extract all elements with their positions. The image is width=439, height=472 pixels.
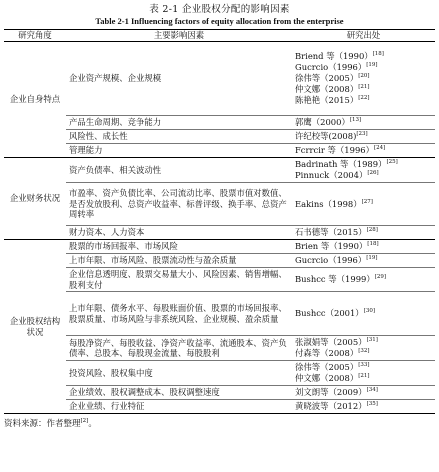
- citation-text: Fcrrcir 等（1996）: [295, 145, 374, 155]
- citation: [295, 387, 432, 398]
- citation: [295, 241, 432, 252]
- source-cell: [292, 158, 435, 183]
- citation: [295, 131, 432, 142]
- table-row: [4, 336, 435, 361]
- citation-text: 徐伟等（2005）: [295, 73, 359, 83]
- citation-text: 郭鹰（2000）: [295, 117, 350, 127]
- citation-ref: [25]: [386, 159, 398, 165]
- source-cell: [292, 240, 435, 254]
- citation-ref: [21]: [358, 84, 370, 90]
- citation: [295, 227, 432, 238]
- citation-text: 付森等（2008）: [295, 348, 359, 358]
- citation-ref: [35]: [366, 401, 378, 407]
- table-row: [4, 268, 435, 292]
- source-cell: [292, 386, 435, 400]
- citation: [295, 274, 432, 285]
- citation-text: Brien 等（1990）: [295, 241, 368, 251]
- table-title-cn: 表 2-1 企业股权分配的影响因素: [149, 4, 290, 15]
- citation-text: Bushcc 等（1999）: [295, 274, 375, 284]
- source-cell: [292, 400, 435, 414]
- factor-cell: 企业信息透明度、股票交易量大小、风险因素、销售增幅、股利支付: [66, 268, 292, 292]
- factor-cell: 企业绩效、股权调整成本、股权调整速度: [66, 386, 292, 400]
- factor-cell: 上市年限、债务水平、每股账面价值、股票的市场回报率、股票质量、市场风险与非系统风险、企业规模、盈余质量: [66, 292, 292, 336]
- header-source: 研究出处: [292, 30, 435, 42]
- table-header-row: [4, 30, 435, 42]
- citation-text: 石书德等（2015）: [295, 227, 367, 237]
- source-note: [4, 417, 435, 429]
- factor-cell: 产品生命周期、竞争能力: [66, 116, 292, 130]
- citation: [295, 95, 432, 106]
- document-page: [4, 2, 435, 429]
- factor-cell: 资产负债率、相关波动性: [66, 158, 292, 183]
- citation: [295, 159, 432, 170]
- citation-ref: [23]: [356, 131, 368, 137]
- citation-ref: [30]: [363, 308, 375, 314]
- source-cell: [292, 292, 435, 336]
- citation-text: Briend 等（1990）: [295, 51, 373, 61]
- factor-cell: 企业资产规模、企业规模: [66, 42, 292, 116]
- source-cell: [292, 361, 435, 386]
- citation-text: Bushcc（2001）: [295, 308, 364, 318]
- table-row: [4, 226, 435, 240]
- table-row: [4, 240, 435, 254]
- source-cell: [292, 226, 435, 240]
- table-row: [4, 400, 435, 414]
- header-perspective: 研究角度: [4, 30, 66, 42]
- table-row: [4, 183, 435, 226]
- citation-text: Badrinath 等（1989）: [295, 159, 387, 169]
- citation-ref: [32]: [358, 348, 370, 354]
- citation: [295, 84, 432, 95]
- table-row: [4, 116, 435, 130]
- category-cell: 企业股权结构状况: [4, 240, 66, 414]
- source-cell: [292, 254, 435, 268]
- source-cell: [292, 116, 435, 130]
- factor-cell: 股票的市场回报率、市场风险: [66, 240, 292, 254]
- factor-cell: 上市年限、市场风险、股票流动性与盈余质量: [66, 254, 292, 268]
- citation-ref: [24]: [373, 145, 386, 151]
- factor-cell: 管理能力: [66, 144, 292, 158]
- source-note-text: 资料来源：作者整理: [4, 419, 81, 429]
- citation-text: Pinnuck（2004）: [295, 170, 368, 180]
- citation-text: 黄晓波等（2012）: [295, 401, 367, 411]
- citation-ref: [33]: [358, 362, 370, 368]
- source-cell: [292, 144, 435, 158]
- citation-ref: [22]: [358, 95, 370, 101]
- source-note-ref: [2]: [80, 418, 89, 424]
- citation-ref: [34]: [366, 387, 378, 393]
- citation: [295, 62, 432, 73]
- factor-cell: 每股净资产、每股收益、净资产收益率、流通股本、资产负债率、总股本、每股现金流量、每股股利: [66, 336, 292, 361]
- source-cell: [292, 130, 435, 144]
- table-row: [4, 130, 435, 144]
- category-cell: 企业财务状况: [4, 158, 66, 240]
- citation-text: Gucrcio（1996）: [295, 255, 367, 265]
- source-note-end: 。: [88, 419, 97, 429]
- table-row: [4, 42, 435, 116]
- citation-text: 徐伟等（2005）: [295, 362, 359, 372]
- citation-text: Eakins（1998）: [295, 198, 362, 209]
- factor-cell: 市盈率、资产负债比率、公司流动比率、股票市值对数值、是否发放股利、总资产收益率、标普评级、换手率、总资产周转率: [66, 183, 292, 226]
- table-body: [4, 42, 435, 414]
- citation-ref: [21]: [358, 373, 370, 379]
- citation-ref: [19]: [366, 62, 378, 68]
- source-cell: [292, 42, 435, 116]
- citation-ref: [20]: [358, 73, 370, 79]
- table-row: [4, 361, 435, 386]
- table-title-en: Table 2-1 Influencing factors of equity allocation from the enterprise: [95, 16, 344, 26]
- source-cell: [292, 336, 435, 361]
- citation-ref: [19]: [366, 255, 378, 261]
- source-cell: [292, 183, 435, 226]
- citation-text: 仲文娜（2008）: [295, 373, 359, 383]
- citation: [295, 337, 432, 348]
- citation: [295, 362, 432, 373]
- citation-ref: [29]: [374, 274, 387, 280]
- citation: [295, 348, 432, 359]
- citation-text: 刘文朗等（2009）: [295, 387, 367, 397]
- citation: [295, 373, 432, 384]
- citation: [295, 73, 432, 84]
- citation-ref: [18]: [367, 241, 379, 247]
- citation-text: 许纪校等(2008): [295, 131, 357, 141]
- citation-text: 陈艳艳（2015）: [295, 95, 359, 105]
- table-row: [4, 292, 435, 336]
- factor-cell: 企业业绩、行业特征: [66, 400, 292, 414]
- table-row: [4, 386, 435, 400]
- citation-ref: [13]: [349, 117, 362, 123]
- influencing-factors-table: [4, 29, 435, 414]
- table-row: [4, 254, 435, 268]
- table-row: [4, 144, 435, 158]
- factor-cell: 财力资本、人力资本: [66, 226, 292, 240]
- citation: [295, 145, 432, 156]
- citation: [295, 170, 432, 181]
- header-factors: 主要影响因素: [66, 30, 292, 42]
- citation-text: 张淑娟等（2005）: [295, 337, 367, 347]
- factor-cell: 投资风险、股权集中度: [66, 361, 292, 386]
- citation-text: Gucrcio（1996）: [295, 62, 367, 72]
- citation-ref: [18]: [372, 51, 384, 57]
- factor-cell: 风险性、成长性: [66, 130, 292, 144]
- citation: [295, 51, 432, 62]
- citation: [295, 255, 432, 266]
- table-row: [4, 158, 435, 183]
- citation: [295, 199, 432, 210]
- citation: [295, 117, 432, 128]
- citation-text: 仲文娜（2008）: [295, 84, 359, 94]
- citation: [295, 308, 432, 319]
- source-cell: [292, 268, 435, 292]
- citation-ref: [31]: [366, 337, 378, 343]
- category-cell: 企业自身特点: [4, 42, 66, 158]
- citation-ref: [28]: [366, 227, 378, 233]
- citation-ref: [27]: [361, 198, 373, 205]
- citation: [295, 401, 432, 412]
- citation-ref: [26]: [367, 170, 379, 176]
